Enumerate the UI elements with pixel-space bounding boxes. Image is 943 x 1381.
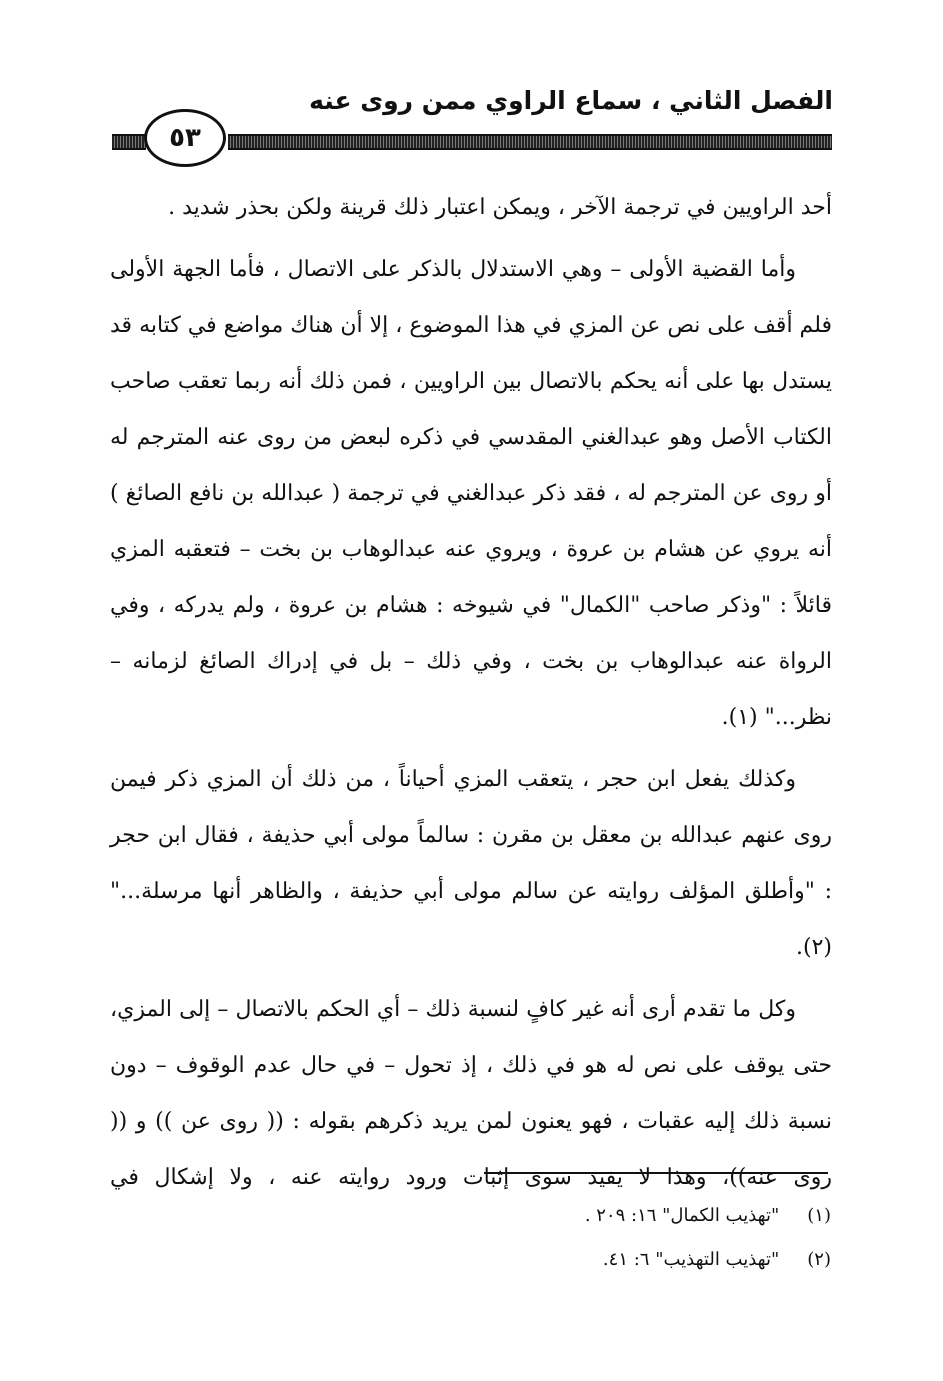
paragraph-continuation: أحد الراويين في ترجمة الآخر ، ويمكن اعتبار ذلك قرينة ولكن بحذر شديد . — [168, 195, 832, 220]
header-rule-right — [228, 134, 832, 150]
footnote-text: "تهذيب التهذيب" ٦: ٤١. — [602, 1249, 780, 1270]
running-header-title: الفصل الثاني ، سماع الراوي ممن روى عنه — [309, 86, 833, 115]
main-text — [110, 180, 832, 1206]
paragraph: وأما القضية الأولى – وهي الاستدلال بالذكر على الاتصال ، فأما الجهة الأولى فلم أقف على نص عن المزي في هذا الموضوع ، إلا أن هناك مواضع في كتابه قد يستدل بها على أنه يحكم بالاتصال بين الراويين ، فمن ذلك أنه ربما تعقب صاحب الكتاب الأصل وهو عبدالغني المقدسي في ذكره لبعض من روى عنه المترجم له أو روى عن المترجم له ، فقد ذكر عبدالغني في ترجمة ( عبدالله بن نافع الصائغ ) أنه يروي عن هشام بن عروة ، ويروي عنه عبدالوهاب بن بخت – فتعقبه المزي قائلاً : "وذكر صاحب "الكمال" في شيوخه : هشام بن عروة ، ولم يدركه ، وفي الرواة عنه عبدالوهاب بن بخت ، وفي ذلك – بل في إدراك الصائغ لزمانه – نظر..." (١). — [110, 257, 832, 730]
footnote-number: (٢) — [807, 1249, 831, 1270]
footnote-separator — [484, 1172, 828, 1174]
footnote-item — [231, 1238, 831, 1282]
page-number: ٥٣ — [144, 109, 226, 167]
header-rule-left — [112, 134, 146, 150]
footnote-item — [231, 1194, 831, 1238]
footnotes — [231, 1194, 831, 1282]
footnote-text: "تهذيب الكمال" ١٦: ٢٠٩ . — [584, 1205, 780, 1226]
paragraph: وكل ما تقدم أرى أنه غير كافٍ لنسبة ذلك – أي الحكم بالاتصال – إلى المزي، حتى يوقف على نص له هو في ذلك ، إذ تحول – في حال عدم الوقوف – دون نسبة ذلك إليه عقبات ، فهو يعنون لمن يريد ذكرهم بقوله : (( روى عن )) و (( روى عنه))، وهذا لا يفيد سوى إثبات ورود روايته عنه ، ولا إشكال في — [110, 997, 833, 1190]
footnote-number: (١) — [807, 1205, 831, 1226]
paragraph: وكذلك يفعل ابن حجر ، يتعقب المزي أحياناً ، من ذلك أن المزي ذكر فيمن روى عنهم عبدالله بن معقل بن مقرن : سالماً مولى أبي حذيفة ، فقال ابن حجر : "وأطلق المؤلف روايته عن سالم مولى أبي حذيفة ، والظاهر أنها مرسلة..." (٢). — [110, 767, 832, 960]
